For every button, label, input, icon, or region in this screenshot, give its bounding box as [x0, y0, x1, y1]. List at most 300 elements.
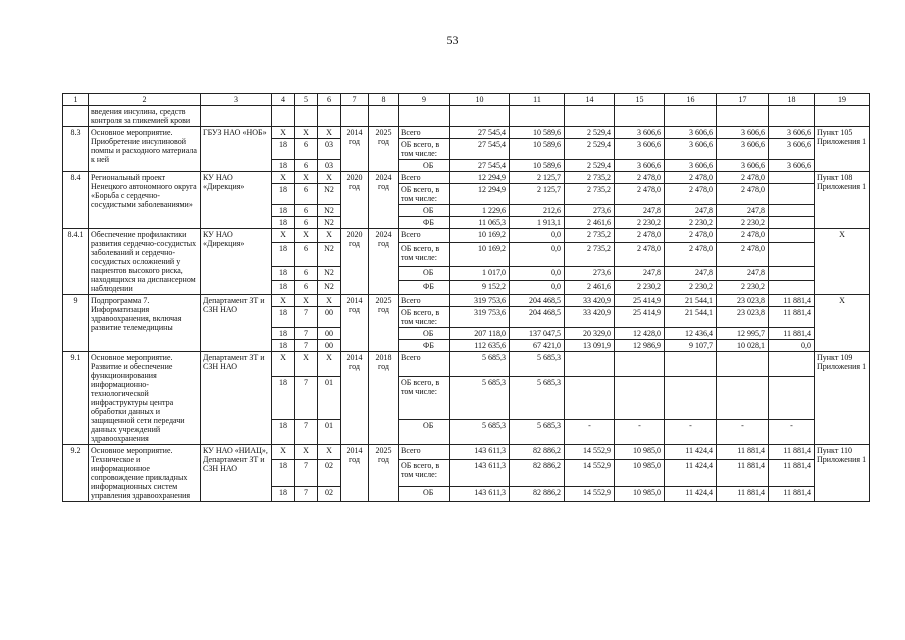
- table-row: [63, 229, 870, 243]
- executor: КУ НАО «НИАЦ», Департамент ЗТ и СЗН НАО: [201, 445, 272, 502]
- amount-cell: 2 478,0: [665, 229, 717, 243]
- code-pp: Х: [295, 127, 318, 139]
- funding-source: ОБ: [399, 420, 450, 445]
- code-gp: 18: [272, 420, 295, 445]
- header-row: [63, 94, 870, 106]
- amount-cell: 10 589,6: [510, 127, 565, 139]
- item-name: Основное мероприятие. Развитие и обеспечение функционирования информационно-технологической инфраструктуры центра обработки данных и защищенной сети передачи данных учреждений здравоохранения: [89, 352, 201, 445]
- amount-cell: 2 735,2: [565, 242, 615, 266]
- executor: ГБУЗ НАО «НОБ»: [201, 127, 272, 172]
- amount-cell: 12 428,0: [615, 328, 665, 340]
- amount-cell: 3 606,6: [769, 127, 815, 139]
- funding-source: ФБ: [399, 281, 450, 295]
- amount-cell: 3 606,6: [717, 127, 769, 139]
- empty-cell: [615, 106, 665, 127]
- code-om: Х: [318, 295, 341, 307]
- amount-cell: 2 529,4: [565, 160, 615, 172]
- executor: [201, 106, 272, 127]
- executor: Департамент ЗТ и СЗН НАО: [201, 352, 272, 445]
- amount-cell: 2 735,2: [565, 184, 615, 205]
- funding-source: ОБ всего, в том числе:: [399, 242, 450, 266]
- amount-cell: 11 881,4: [769, 295, 815, 307]
- item-name: Подпрограмма 7. Информатизация здравоохранения, включая развитие телемедицины: [89, 295, 201, 352]
- code-gp: 18: [272, 205, 295, 217]
- code-om: N2: [318, 184, 341, 205]
- amount-cell: 10 169,2: [450, 229, 510, 243]
- code-gp: 18: [272, 160, 295, 172]
- amount-cell: 12 436,4: [665, 328, 717, 340]
- amount-cell: 207 118,0: [450, 328, 510, 340]
- amount-cell: 247,8: [615, 205, 665, 217]
- end-year: 2025 год: [369, 295, 399, 352]
- amount-cell: -: [615, 420, 665, 445]
- column-header: 2: [89, 94, 201, 106]
- amount-cell: [769, 242, 815, 266]
- amount-cell: 12 986,9: [615, 340, 665, 352]
- amount-cell: 2 230,2: [717, 217, 769, 229]
- item-name: Основное мероприятие. Приобретение инсулиновой помпы и расходного материала к ней: [89, 127, 201, 172]
- column-header: 1: [63, 94, 89, 106]
- code-gp: 18: [272, 184, 295, 205]
- code-pp: 7: [295, 328, 318, 340]
- item-number: [63, 106, 89, 127]
- column-header: 14: [565, 94, 615, 106]
- amount-cell: [717, 376, 769, 419]
- amount-cell: 3 606,6: [665, 160, 717, 172]
- code-pp: 7: [295, 340, 318, 352]
- amount-cell: -: [565, 420, 615, 445]
- funding-source: ОБ всего, в том числе:: [399, 460, 450, 487]
- item-number: 8.4: [63, 172, 89, 229]
- amount-cell: [769, 229, 815, 243]
- code-pp: 7: [295, 376, 318, 419]
- amount-cell: 204 468,5: [510, 295, 565, 307]
- start-year: 2014 год: [341, 127, 369, 172]
- amount-cell: 11 881,4: [769, 460, 815, 487]
- amount-cell: 67 421,0: [510, 340, 565, 352]
- amount-cell: 82 886,2: [510, 445, 565, 460]
- amount-cell: -: [769, 420, 815, 445]
- amount-cell: [565, 352, 615, 377]
- amount-cell: 143 611,3: [450, 445, 510, 460]
- amount-cell: 82 886,2: [510, 460, 565, 487]
- funding-source: ФБ: [399, 217, 450, 229]
- item-name: Основное мероприятие. Техническое и информационное сопровождение прикладных информационных систем управления здравоохранения: [89, 445, 201, 502]
- amount-cell: 5 685,3: [450, 420, 510, 445]
- amount-cell: 10 985,0: [615, 445, 665, 460]
- funding-source: ОБ: [399, 328, 450, 340]
- column-header: 3: [201, 94, 272, 106]
- code-om: N2: [318, 267, 341, 281]
- amount-cell: 9 107,7: [665, 340, 717, 352]
- code-gp: 18: [272, 328, 295, 340]
- code-gp: Х: [272, 127, 295, 139]
- code-pp: 7: [295, 420, 318, 445]
- amount-cell: [769, 267, 815, 281]
- amount-cell: 27 545,4: [450, 139, 510, 160]
- amount-cell: 27 545,4: [450, 160, 510, 172]
- amount-cell: 23 023,8: [717, 307, 769, 328]
- code-gp: Х: [272, 229, 295, 243]
- funding-source: ОБ: [399, 205, 450, 217]
- funding-source: Всего: [399, 295, 450, 307]
- amount-cell: 0,0: [769, 340, 815, 352]
- amount-cell: 11 881,4: [717, 445, 769, 460]
- amount-cell: -: [717, 420, 769, 445]
- code-pp: 6: [295, 242, 318, 266]
- funding-source: ОБ всего, в том числе:: [399, 184, 450, 205]
- code-gp: 18: [272, 242, 295, 266]
- code-gp: Х: [272, 172, 295, 184]
- item-number: 9: [63, 295, 89, 352]
- amount-cell: 2 478,0: [615, 172, 665, 184]
- empty-cell: [450, 106, 510, 127]
- code-pp: 7: [295, 486, 318, 501]
- amount-cell: 0,0: [510, 242, 565, 266]
- code-om: 00: [318, 307, 341, 328]
- code-pp: 6: [295, 139, 318, 160]
- column-header: 5: [295, 94, 318, 106]
- amount-cell: 25 414,9: [615, 307, 665, 328]
- empty-cell: [272, 106, 295, 127]
- amount-cell: 2 230,2: [665, 217, 717, 229]
- amount-cell: 11 424,4: [665, 460, 717, 487]
- table-row: [63, 445, 870, 460]
- amount-cell: 9 152,2: [450, 281, 510, 295]
- amount-cell: 1 017,0: [450, 267, 510, 281]
- amount-cell: 12 294,9: [450, 184, 510, 205]
- table-row: [63, 352, 870, 377]
- amount-cell: 10 589,6: [510, 160, 565, 172]
- amount-cell: 11 424,4: [665, 486, 717, 501]
- amount-cell: 112 635,6: [450, 340, 510, 352]
- code-om: Х: [318, 352, 341, 377]
- amount-cell: 33 420,9: [565, 307, 615, 328]
- amount-cell: 2 461,6: [565, 281, 615, 295]
- amount-cell: 3 606,6: [769, 139, 815, 160]
- amount-cell: 23 023,8: [717, 295, 769, 307]
- amount-cell: 3 606,6: [665, 139, 717, 160]
- code-om: Х: [318, 172, 341, 184]
- amount-cell: 3 606,6: [717, 139, 769, 160]
- amount-cell: [769, 217, 815, 229]
- amount-cell: [615, 376, 665, 419]
- amount-cell: 2 478,0: [717, 242, 769, 266]
- amount-cell: 0,0: [510, 229, 565, 243]
- amount-cell: 14 552,9: [565, 460, 615, 487]
- amount-cell: 21 544,1: [665, 295, 717, 307]
- item-name: Обеспечение профилактики развития сердечно-сосудистых заболеваний и сердечно-сосудистых осложнений у пациентов высокого риска, находящихся на диспансерном наблюдении: [89, 229, 201, 295]
- amount-cell: 25 414,9: [615, 295, 665, 307]
- code-om: N2: [318, 205, 341, 217]
- amount-cell: [769, 205, 815, 217]
- code-gp: 18: [272, 340, 295, 352]
- amount-cell: 247,8: [717, 205, 769, 217]
- amount-cell: 3 606,6: [717, 160, 769, 172]
- amount-cell: 11 881,4: [769, 445, 815, 460]
- code-pp: 7: [295, 307, 318, 328]
- amount-cell: 33 420,9: [565, 295, 615, 307]
- executor: КУ НАО «Дирекция»: [201, 172, 272, 229]
- empty-cell: [769, 106, 815, 127]
- amount-cell: [769, 184, 815, 205]
- column-header: 15: [615, 94, 665, 106]
- amount-cell: 2 461,6: [565, 217, 615, 229]
- code-pp: 7: [295, 460, 318, 487]
- empty-cell: [815, 106, 870, 127]
- amount-cell: 2 735,2: [565, 172, 615, 184]
- funding-source: ОБ: [399, 267, 450, 281]
- code-pp: 6: [295, 217, 318, 229]
- amount-cell: 2 478,0: [615, 242, 665, 266]
- code-gp: 18: [272, 307, 295, 328]
- code-pp: 6: [295, 267, 318, 281]
- code-om: Х: [318, 127, 341, 139]
- amount-cell: [769, 281, 815, 295]
- amount-cell: 0,0: [510, 281, 565, 295]
- amount-cell: 11 881,4: [769, 328, 815, 340]
- code-om: 02: [318, 486, 341, 501]
- appendix-reference: Х: [815, 229, 870, 295]
- table-row: [63, 172, 870, 184]
- amount-cell: 21 544,1: [665, 307, 717, 328]
- empty-cell: [369, 106, 399, 127]
- amount-cell: 1 913,1: [510, 217, 565, 229]
- amount-cell: 5 685,3: [450, 352, 510, 377]
- amount-cell: 27 545,4: [450, 127, 510, 139]
- amount-cell: 2 230,2: [717, 281, 769, 295]
- amount-cell: 2 478,0: [665, 242, 717, 266]
- funding-source: ОБ всего, в том числе:: [399, 307, 450, 328]
- empty-cell: [565, 106, 615, 127]
- amount-cell: 273,6: [565, 205, 615, 217]
- code-om: 01: [318, 420, 341, 445]
- start-year: 2014 год: [341, 352, 369, 445]
- table-row: [63, 106, 870, 127]
- funding-source: ФБ: [399, 340, 450, 352]
- item-number: 9.2: [63, 445, 89, 502]
- amount-cell: 319 753,6: [450, 307, 510, 328]
- amount-cell: 5 685,3: [510, 420, 565, 445]
- executor: Департамент ЗТ и СЗН НАО: [201, 295, 272, 352]
- amount-cell: 5 685,3: [510, 352, 565, 377]
- code-gp: 18: [272, 376, 295, 419]
- funding-source: ОБ: [399, 486, 450, 501]
- amount-cell: 247,8: [665, 267, 717, 281]
- end-year: 2025 год: [369, 445, 399, 502]
- column-header: 16: [665, 94, 717, 106]
- code-gp: 18: [272, 460, 295, 487]
- amount-cell: 2 125,7: [510, 184, 565, 205]
- amount-cell: 3 606,6: [769, 160, 815, 172]
- start-year: 2020 год: [341, 172, 369, 229]
- amount-cell: 10 169,2: [450, 242, 510, 266]
- empty-cell: [717, 106, 769, 127]
- code-pp: 6: [295, 281, 318, 295]
- column-header: 7: [341, 94, 369, 106]
- amount-cell: 2 478,0: [615, 184, 665, 205]
- amount-cell: 10 589,6: [510, 139, 565, 160]
- funding-source: ОБ всего, в том числе:: [399, 376, 450, 419]
- code-gp: 18: [272, 217, 295, 229]
- amount-cell: 2 529,4: [565, 127, 615, 139]
- amount-cell: 11 881,4: [769, 307, 815, 328]
- column-header: 9: [399, 94, 450, 106]
- amount-cell: 5 685,3: [450, 376, 510, 419]
- amount-cell: [665, 376, 717, 419]
- funding-source: Всего: [399, 127, 450, 139]
- column-header: 10: [450, 94, 510, 106]
- start-year: 2020 год: [341, 229, 369, 295]
- code-pp: Х: [295, 172, 318, 184]
- amount-cell: 2 230,2: [615, 217, 665, 229]
- empty-cell: [399, 106, 450, 127]
- amount-cell: 11 881,4: [717, 460, 769, 487]
- item-name: введения инсулина, средств контроля за гликемией крови: [89, 106, 201, 127]
- amount-cell: 10 985,0: [615, 460, 665, 487]
- amount-cell: 3 606,6: [615, 127, 665, 139]
- amount-cell: 14 552,9: [565, 445, 615, 460]
- item-name: Региональный проект Ненецкого автономного округа «Борьба с сердечно-сосудистыми заболеваниями»: [89, 172, 201, 229]
- amount-cell: [769, 172, 815, 184]
- empty-cell: [665, 106, 717, 127]
- funding-source: Всего: [399, 352, 450, 377]
- code-pp: 6: [295, 160, 318, 172]
- amount-cell: 2 478,0: [717, 229, 769, 243]
- code-gp: 18: [272, 486, 295, 501]
- column-header: 6: [318, 94, 341, 106]
- amount-cell: 82 886,2: [510, 486, 565, 501]
- amount-cell: 2 230,2: [665, 281, 717, 295]
- funding-source: Всего: [399, 172, 450, 184]
- amount-cell: -: [665, 420, 717, 445]
- amount-cell: 2 478,0: [665, 184, 717, 205]
- amount-cell: 5 685,3: [510, 376, 565, 419]
- appendix-reference: Пункт 110 Приложения 1: [815, 445, 870, 502]
- page-number: 53: [446, 33, 459, 47]
- amount-cell: [565, 376, 615, 419]
- end-year: 2024 год: [369, 172, 399, 229]
- appendix-reference: Пункт 108 Приложения 1: [815, 172, 870, 229]
- amount-cell: [717, 352, 769, 377]
- table-row: [63, 127, 870, 139]
- end-year: 2025 год: [369, 127, 399, 172]
- start-year: 2014 год: [341, 295, 369, 352]
- empty-cell: [510, 106, 565, 127]
- code-om: N2: [318, 242, 341, 266]
- appendix-reference: Пункт 109 Приложения 1: [815, 352, 870, 445]
- code-gp: Х: [272, 445, 295, 460]
- amount-cell: 11 065,3: [450, 217, 510, 229]
- code-om: 01: [318, 376, 341, 419]
- funding-source: Всего: [399, 445, 450, 460]
- amount-cell: 1 229,6: [450, 205, 510, 217]
- code-om: 02: [318, 460, 341, 487]
- code-gp: Х: [272, 352, 295, 377]
- code-gp: 18: [272, 139, 295, 160]
- end-year: 2018 год: [369, 352, 399, 445]
- code-om: 00: [318, 328, 341, 340]
- code-om: N2: [318, 217, 341, 229]
- item-number: 8.4.1: [63, 229, 89, 295]
- amount-cell: 12 995,7: [717, 328, 769, 340]
- amount-cell: 2 529,4: [565, 139, 615, 160]
- amount-cell: 2 735,2: [565, 229, 615, 243]
- amount-cell: 11 881,4: [769, 486, 815, 501]
- code-om: 03: [318, 139, 341, 160]
- code-gp: Х: [272, 295, 295, 307]
- empty-cell: [295, 106, 318, 127]
- code-pp: 6: [295, 184, 318, 205]
- amount-cell: 143 611,3: [450, 460, 510, 487]
- amount-cell: 2 478,0: [717, 184, 769, 205]
- amount-cell: 204 468,5: [510, 307, 565, 328]
- amount-cell: 137 047,5: [510, 328, 565, 340]
- amount-cell: 10 985,0: [615, 486, 665, 501]
- column-header: 11: [510, 94, 565, 106]
- code-gp: 18: [272, 267, 295, 281]
- amount-cell: 0,0: [510, 267, 565, 281]
- start-year: 2014 год: [341, 445, 369, 502]
- empty-cell: [318, 106, 341, 127]
- amount-cell: 20 329,0: [565, 328, 615, 340]
- amount-cell: 247,8: [717, 267, 769, 281]
- amount-cell: 3 606,6: [665, 127, 717, 139]
- code-om: Х: [318, 445, 341, 460]
- amount-cell: 319 753,6: [450, 295, 510, 307]
- column-header: 17: [717, 94, 769, 106]
- code-om: 03: [318, 160, 341, 172]
- code-pp: 6: [295, 205, 318, 217]
- code-pp: Х: [295, 295, 318, 307]
- appendix-reference: Х: [815, 295, 870, 352]
- amount-cell: 143 611,3: [450, 486, 510, 501]
- column-header: 18: [769, 94, 815, 106]
- amount-cell: 13 091,9: [565, 340, 615, 352]
- empty-cell: [341, 106, 369, 127]
- amount-cell: 14 552,9: [565, 486, 615, 501]
- column-header: 19: [815, 94, 870, 106]
- amount-cell: 2 478,0: [615, 229, 665, 243]
- code-pp: Х: [295, 445, 318, 460]
- table-row: [63, 295, 870, 307]
- amount-cell: 3 606,6: [615, 160, 665, 172]
- amount-cell: 2 125,7: [510, 172, 565, 184]
- amount-cell: 12 294,9: [450, 172, 510, 184]
- code-om: Х: [318, 229, 341, 243]
- amount-cell: 3 606,6: [615, 139, 665, 160]
- item-number: 8.3: [63, 127, 89, 172]
- amount-cell: 212,6: [510, 205, 565, 217]
- code-gp: 18: [272, 281, 295, 295]
- amount-cell: [615, 352, 665, 377]
- amount-cell: 247,8: [615, 267, 665, 281]
- column-header: 8: [369, 94, 399, 106]
- funding-source: ОБ: [399, 160, 450, 172]
- funding-table: [62, 93, 870, 502]
- funding-source: ОБ всего, в том числе:: [399, 139, 450, 160]
- amount-cell: [665, 352, 717, 377]
- amount-cell: 2 478,0: [665, 172, 717, 184]
- code-pp: Х: [295, 229, 318, 243]
- amount-cell: 11 424,4: [665, 445, 717, 460]
- amount-cell: [769, 376, 815, 419]
- amount-cell: 2 478,0: [717, 172, 769, 184]
- code-pp: Х: [295, 352, 318, 377]
- amount-cell: [769, 352, 815, 377]
- appendix-reference: Пункт 105 Приложения 1: [815, 127, 870, 172]
- amount-cell: 247,8: [665, 205, 717, 217]
